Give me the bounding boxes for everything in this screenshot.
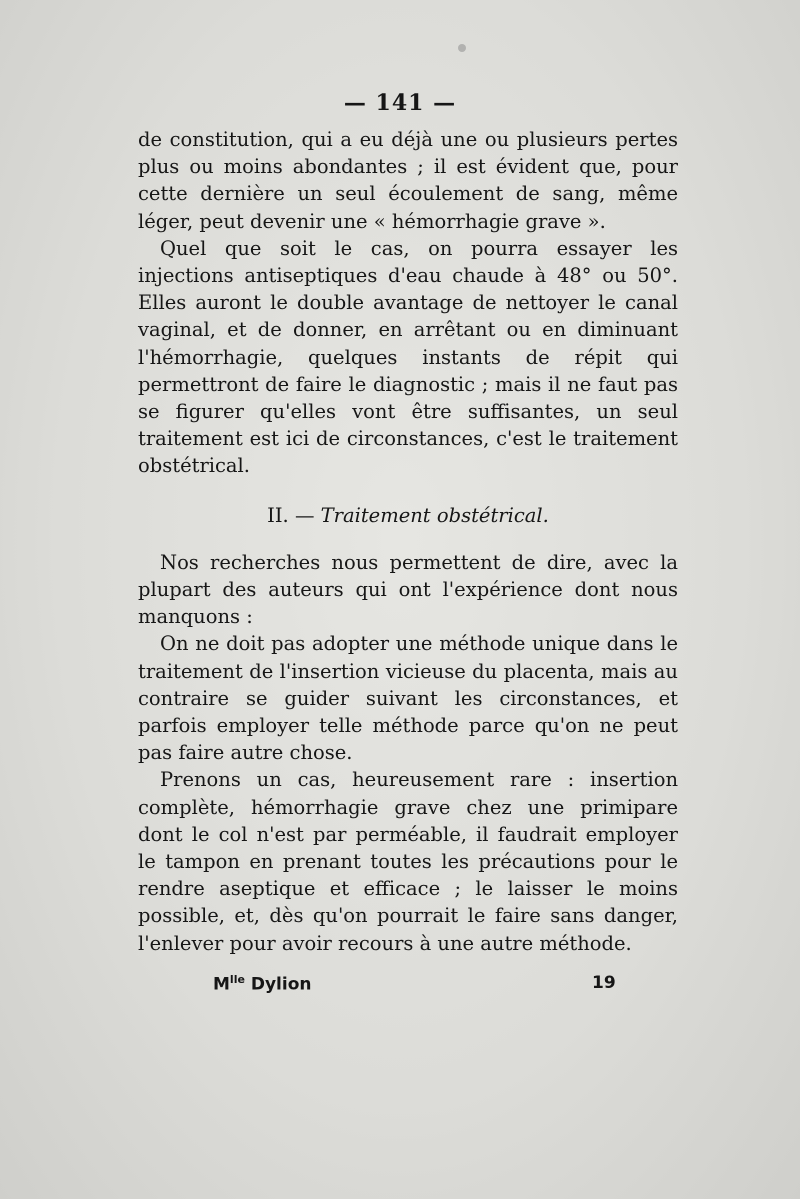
paragraph-methode: On ne doit pas adopter une méthode unique dans le traitement de l'insertion vicieuse du placenta, mais au contraire se guider suivant les circonstances, et parfois employer telle méthode parce qu'on ne peut pas faire autre chose. (138, 632, 678, 765)
paragraph-recherches: Nos recherches nous permettent de dire, avec la plupart des auteurs qui ont l'expérience dont nous manquons : (138, 550, 678, 629)
sheet-number: 19 (592, 973, 616, 993)
paragraph-injections: Quel que soit le cas, on pourra essayer les injections antiseptiques d'eau chaude à 48° ou 50°. Elles auront le double avantage de nettoyer le canal vaginal, et de donner, en arrêtant ou en diminuant l'hémorrhagie, quelques instants de répit qui permettront de faire le diagnostic ; mais il ne faut pas se figurer qu'elles vont être suffisantes, un seul traitement est ici de circonstances, c'est le traitement obstétrical. (138, 236, 678, 478)
signature-mark (213, 973, 312, 995)
ink-spot (458, 44, 466, 52)
paragraph-cas-rare: Prenons un cas, heureusement rare : insertion complète, hémorrhagie grave chez une primipare dont le col n'est par perméable, il faudrait employer le tampon en prenant toutes les précautions pour le rendre aseptique et efficace ; le laisser le moins possible, et, dès qu'on pourrait le faire sans danger, l'enlever pour avoir recours à une autre méthode. (138, 768, 678, 955)
section-heading (138, 502, 678, 529)
section-numeral: II. — (267, 503, 315, 527)
page-number: — 141 — (343, 90, 457, 116)
signature-name: Dylion (250, 974, 312, 995)
paragraph-continuation: de constitution, qui a eu déjà une ou plusieurs pertes plus ou moins abondantes ; il est évident que, pour cette dernière un seul écoulement de sang, même léger, peut devenir une « hémorrhagie grave ». (138, 128, 678, 233)
body-text (138, 126, 678, 957)
signature-sup: lle (229, 973, 245, 986)
signature-prefix: M (213, 974, 230, 995)
section-title: Traitement obstétrical. (320, 503, 549, 527)
